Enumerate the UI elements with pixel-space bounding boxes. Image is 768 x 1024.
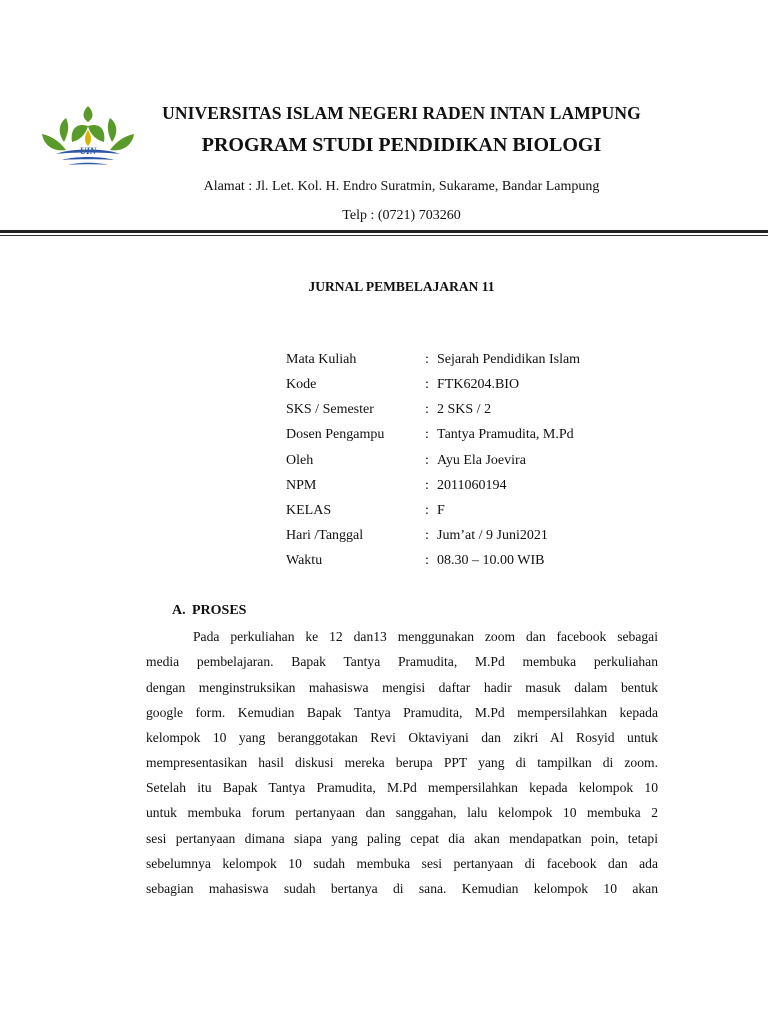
info-colon: :: [425, 402, 429, 417]
logo-lettering: UIN: [79, 146, 97, 156]
info-label: Mata Kuliah: [286, 352, 357, 367]
info-colon: :: [425, 528, 429, 543]
paragraph-line: untuk membuka forum pertanyaan dan sanggahan, lalu kelompok 10 membuka 2: [146, 805, 658, 820]
document-title: JURNAL PEMBELAJARAN 11: [308, 279, 495, 294]
paragraph-line: Setelah itu Bapak Tantya Pramudita, M.Pd mempersilahkan kepada kelompok 10: [146, 780, 658, 795]
info-label: KELAS: [286, 503, 332, 518]
info-value: F: [437, 503, 445, 518]
info-colon: :: [425, 453, 429, 468]
header-rule-thick: [0, 230, 768, 233]
phone: Telp : (0721) 703260: [342, 208, 461, 223]
info-value: 2011060194: [437, 478, 507, 493]
info-value: 2 SKS / 2: [437, 402, 492, 417]
paragraph-line: media pembelajaran. Bapak Tantya Pramudita, M.Pd membuka perkuliahan: [146, 654, 658, 669]
paragraph-line: Pada perkuliahan ke 12 dan13 menggunakan zoom dan facebook sebagai: [193, 629, 658, 644]
info-colon: :: [425, 503, 429, 518]
paragraph-line: google form. Kemudian Bapak Tantya Pramudita, M.Pd mempersilahkan kepada: [146, 705, 658, 720]
info-label: SKS / Semester: [286, 402, 374, 417]
section-number: A.: [172, 603, 186, 618]
program-name: PROGRAM STUDI PENDIDIKAN BIOLOGI: [201, 134, 602, 156]
info-value: Sejarah Pendidikan Islam: [437, 352, 581, 367]
info-value: Ayu Ela Joevira: [437, 453, 526, 468]
paragraph-line: sebagian mahasiswa sudah bertanya di sana. Kemudian kelompok 10 akan: [146, 881, 658, 896]
info-colon: :: [425, 427, 429, 442]
info-value: 08.30 – 10.00 WIB: [437, 553, 545, 568]
paragraph-line: kelompok 10 yang beranggotakan Revi Oktaviyani dan zikri Al Rosyid untuk: [146, 730, 658, 745]
info-label: Waktu: [286, 553, 323, 568]
section-title: PROSES: [192, 603, 247, 618]
info-label: Dosen Pengampu: [286, 427, 385, 442]
info-value: Tantya Pramudita, M.Pd: [437, 427, 574, 442]
info-colon: :: [425, 352, 429, 367]
paragraph-line: sebelumnya kelompok 10 sudah membuka sesi pertanyaan di facebook dan ada: [146, 856, 658, 871]
header-rule-thin: [0, 235, 768, 236]
university-name: UNIVERSITAS ISLAM NEGERI RADEN INTAN LAMPUNG: [162, 103, 641, 123]
info-label: Hari /Tanggal: [286, 528, 364, 543]
info-colon: :: [425, 553, 429, 568]
address: Alamat : Jl. Let. Kol. H. Endro Suratmin, Sukarame, Bandar Lampung: [203, 179, 600, 194]
info-label: Oleh: [286, 453, 314, 468]
info-label: Kode: [286, 377, 317, 392]
paragraph-line: sesi pertanyaan dimana siapa yang paling cepat dia akan mendapatkan poin, tetapi: [146, 831, 658, 846]
info-colon: :: [425, 478, 429, 493]
section-heading-proses: [172, 603, 246, 619]
info-colon: :: [425, 377, 429, 392]
info-label: NPM: [286, 478, 317, 493]
info-value: FTK6204.BIO: [437, 377, 520, 392]
paragraph-line: dengan menginstruksikan mahasiswa mengisi daftar hadir masuk dalam bentuk: [146, 680, 658, 695]
info-value: Jum’at / 9 Juni2021: [437, 528, 548, 543]
paragraph-line: mempresentasikan hasil diskusi mereka berupa PPT yang di tampilkan di zoom.: [146, 755, 658, 770]
